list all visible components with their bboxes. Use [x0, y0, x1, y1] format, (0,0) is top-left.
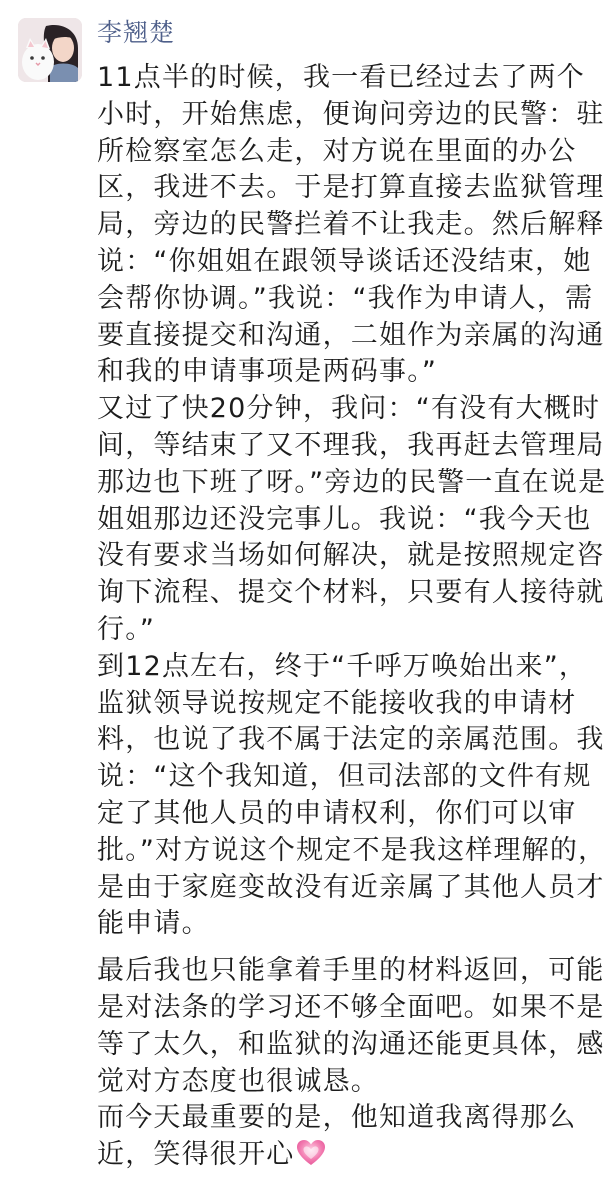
avatar[interactable]	[18, 18, 82, 82]
post-paragraph-text: 而今天最重要的是，他知道我离得那么近，笑得很开心	[97, 1102, 577, 1171]
post-content	[97, 60, 607, 1178]
author-name[interactable]: 李翘楚	[97, 18, 176, 47]
post-paragraph: 又过了快20分钟，我问：“有没有大概时间，等结束了又不理我，我再赶去管理局那边也下班了呀。”旁边的民警一直在说是姐姐那边还没完事儿。我说：“我今天也没有要求当场如何解决，就是按照规定咨询下流程、提交个材料，只要有人接待就行。”	[97, 393, 607, 645]
post-paragraph: 11点半的时候，我一看已经过去了两个小时，开始焦虑，便询问旁边的民警：驻所检察室怎么走，对方说在里面的办公区，我进不去。于是打算直接去监狱管理局，旁边的民警拦着不让我走。然后解释说：“你姐姐在跟领导谈话还没结束，她会帮你协调。”我说：“我作为申请人，需要直接提交和沟通，二姐作为亲属的沟通和我的申请事项是两码事。”	[97, 62, 605, 388]
pink-heart-icon	[296, 1139, 326, 1178]
post-paragraph: 最后我也只能拿着手里的材料返回，可能是对法条的学习还不够全面吧。如果不是等了太久，和监狱的沟通还能更具体，感觉对方态度也很诚恳。	[97, 955, 605, 1097]
post-paragraph: 到12点左右，终于“千呼万唤始出来”，监狱领导说按规定不能接收我的申请材料，也说了我不属于法定的亲属范围。我说：“这个我知道，但司法部的文件有规定了其他人员的申请权利，你们可以审批。”对方说这个规定不是我这样理解的，是由于家庭变故没有近亲属了其他人员才能申请。	[97, 650, 607, 940]
post-paragraph-last	[97, 1100, 607, 1178]
